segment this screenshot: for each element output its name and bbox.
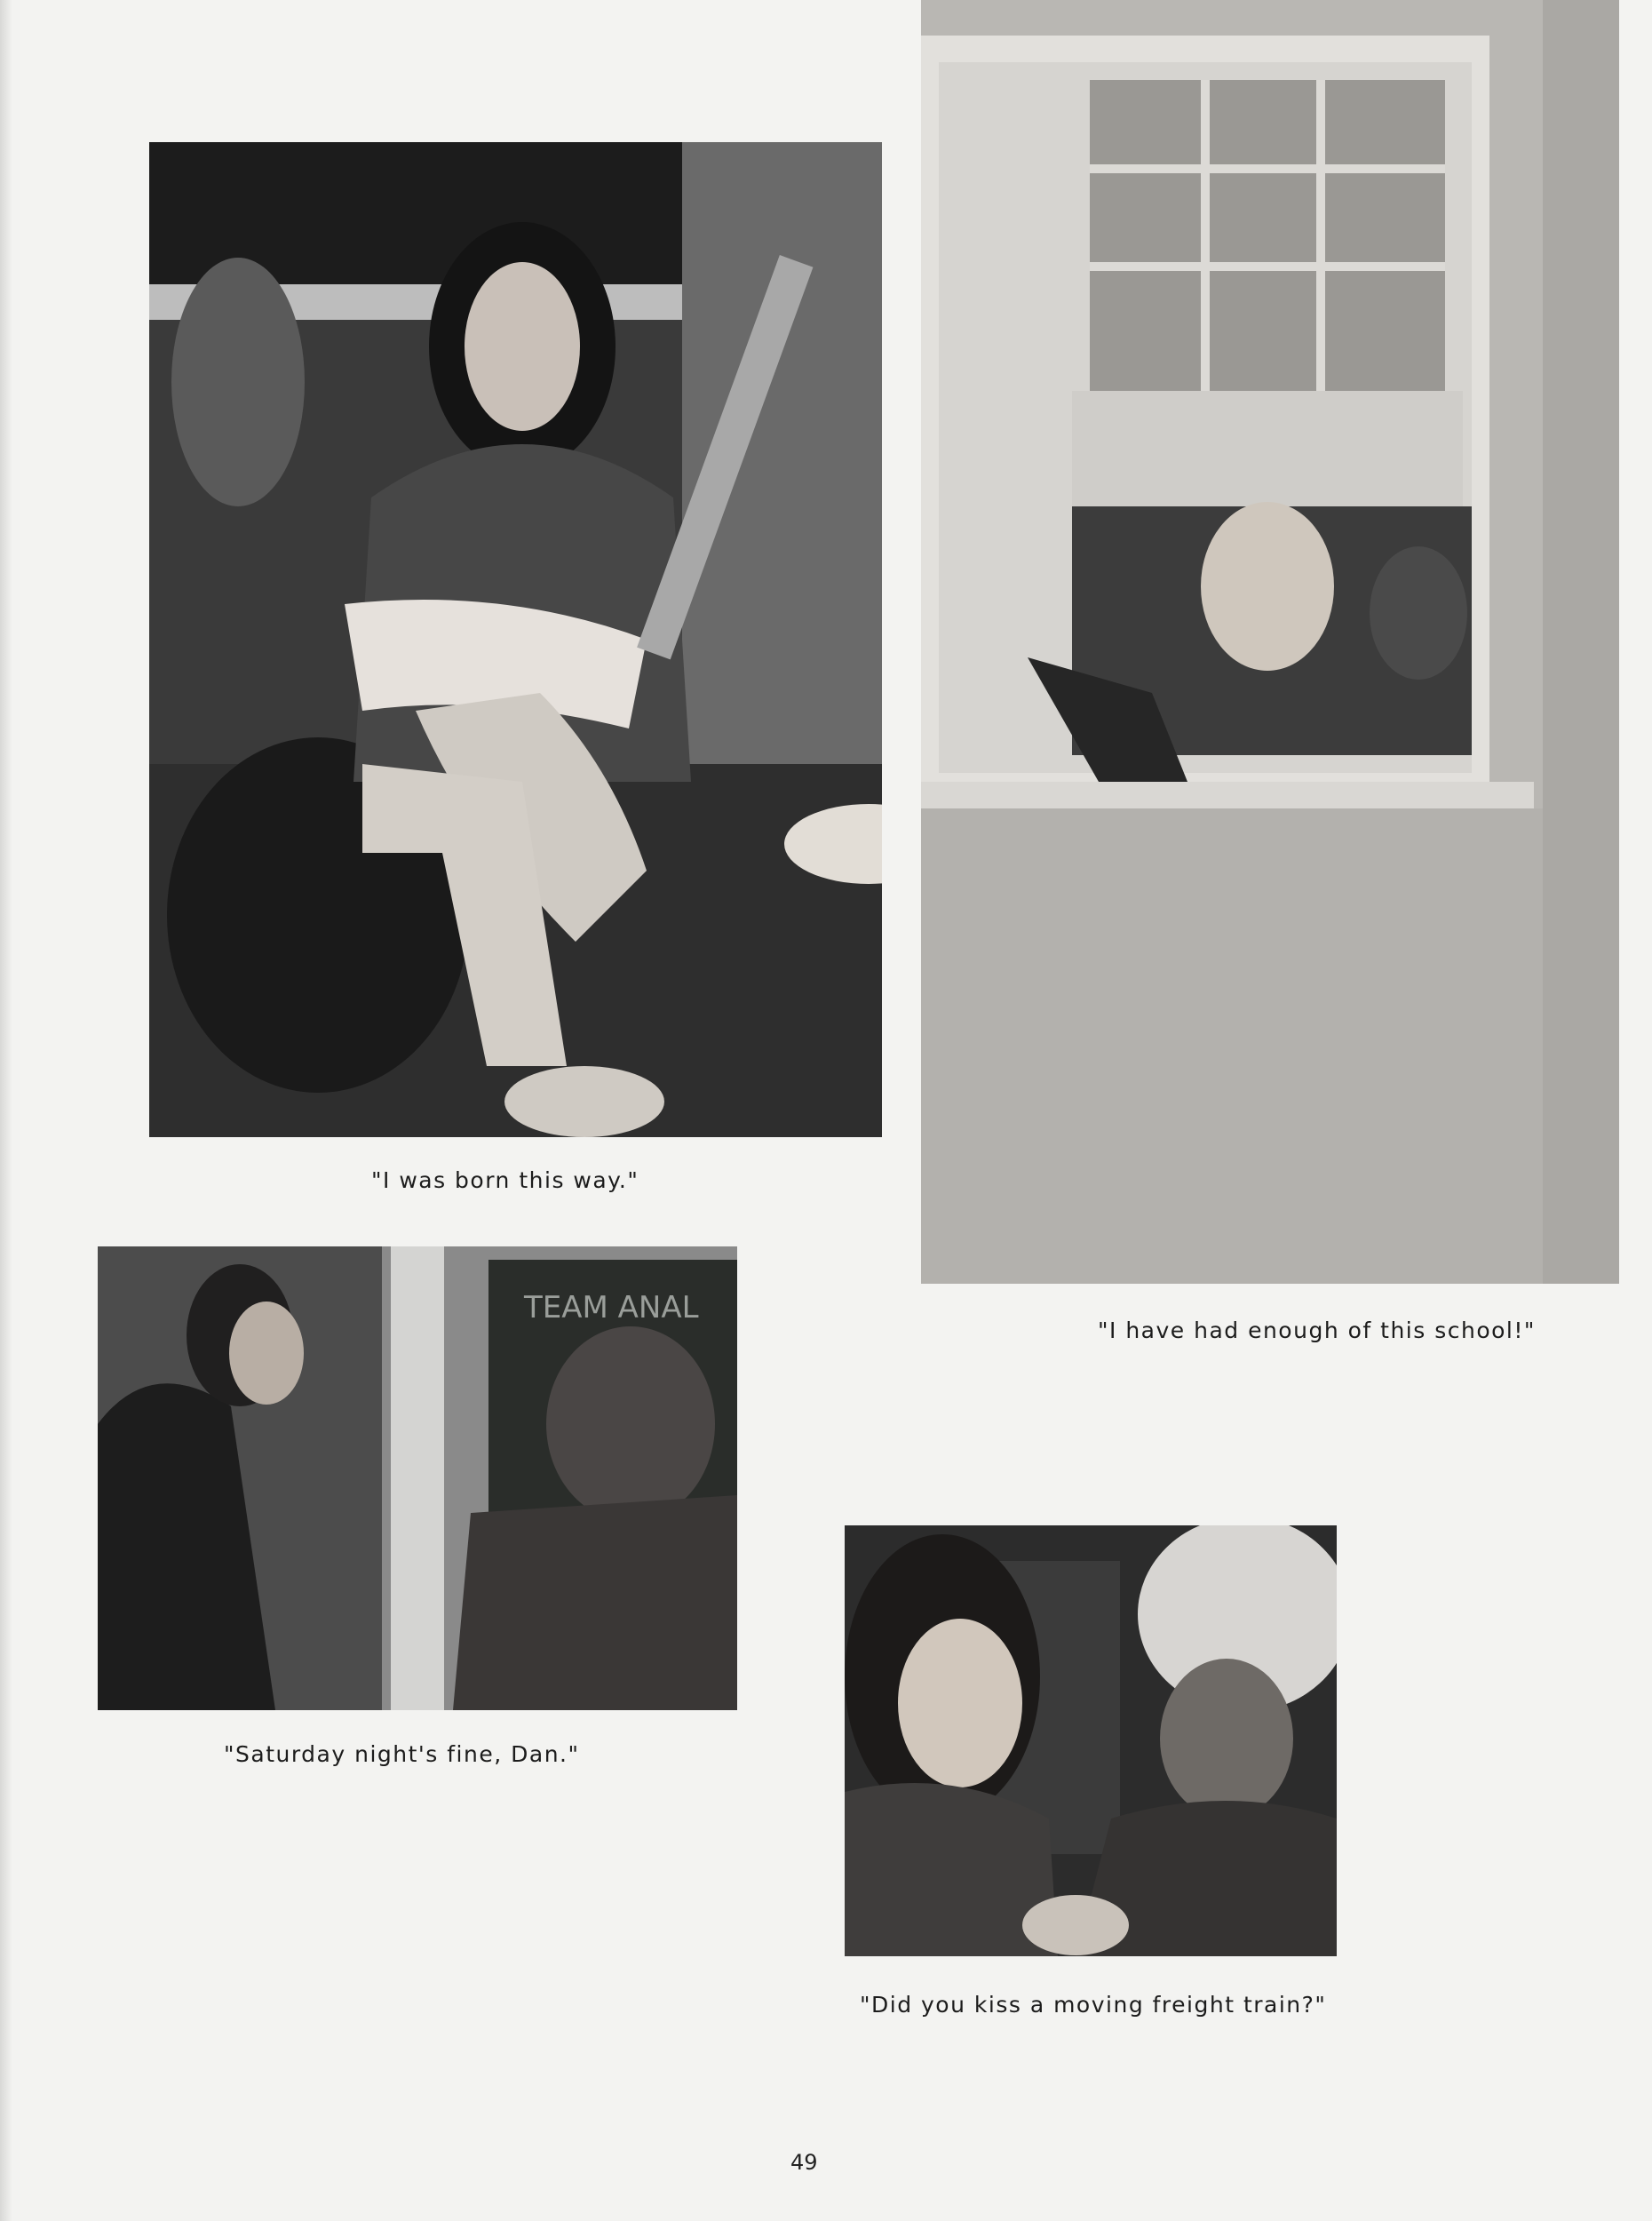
photo-window	[921, 0, 1619, 1284]
caption-freight-train: "Did you kiss a moving freight train?"	[860, 1992, 1327, 2018]
page-number: 49	[790, 2150, 818, 2175]
svg-text:TEAM ANAL: TEAM ANAL	[524, 1290, 699, 1325]
photo-freight-train	[845, 1525, 1337, 1956]
page-binding-edge	[0, 0, 12, 2221]
caption-doorway: "Saturday night's fine, Dan."	[224, 1741, 580, 1767]
photo-seated-girl	[149, 142, 882, 1137]
caption-seated-girl: "I was born this way."	[371, 1167, 639, 1193]
caption-window: "I have had enough of this school!"	[1098, 1317, 1536, 1343]
photo-doorway	[98, 1246, 737, 1710]
